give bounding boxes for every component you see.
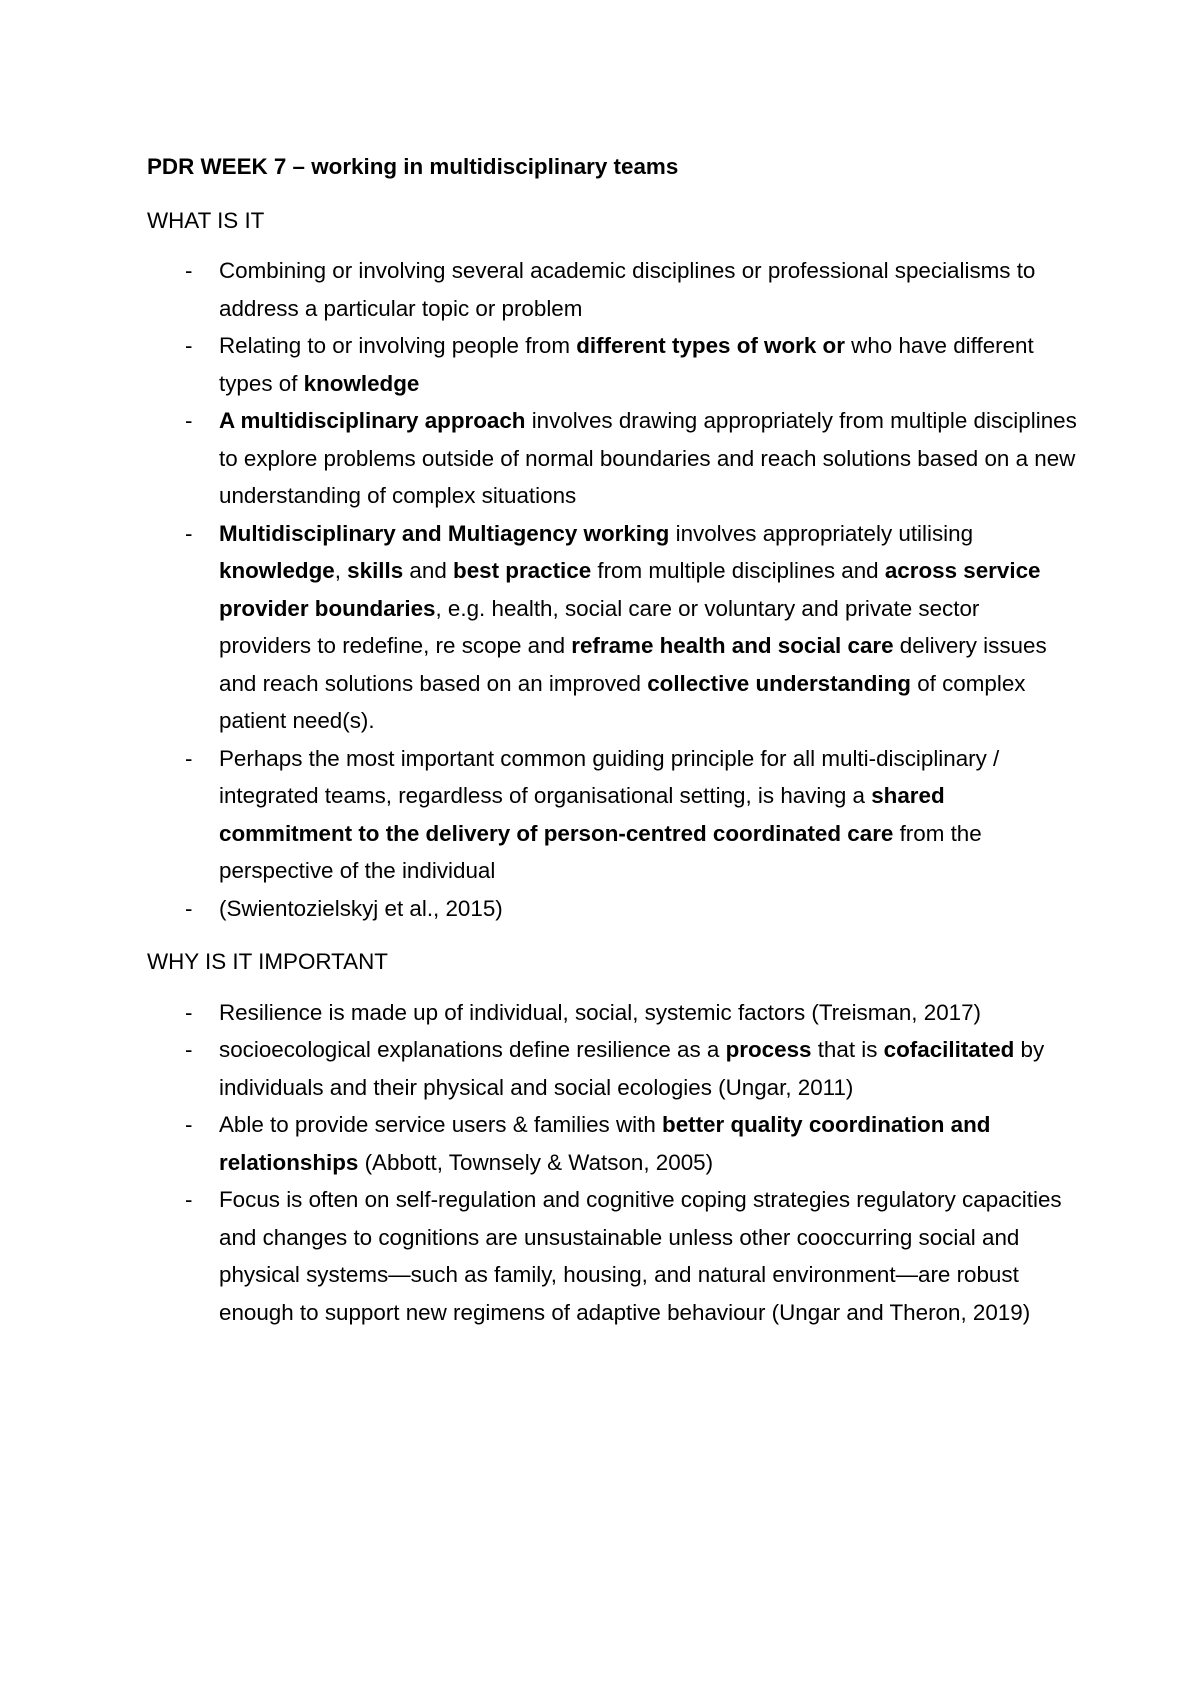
document-title [147, 148, 1077, 186]
text-run: (Abbott, Townsely & Watson, 2005) [358, 1149, 714, 1175]
text-run: Combining or involving several academic disciplines or professional specialisms to address a particular topic or problem [219, 258, 1036, 321]
document-title-text: PDR WEEK 7 – working in multidisciplinary teams [147, 154, 679, 179]
section-heading: WHY IS IT IMPORTANT [147, 949, 388, 974]
list-item [147, 327, 1077, 402]
text-run: involves appropriately utilising [669, 520, 974, 546]
bold-text-run: process [725, 1037, 812, 1062]
text-run: Able to provide service users & families with [219, 1112, 663, 1137]
list-item [147, 252, 1077, 327]
text-run: socioecological explanations define resilience as a [219, 1037, 726, 1062]
bullet-list [147, 994, 1077, 1332]
list-item [147, 515, 1077, 740]
bullet-dash-icon: - [185, 408, 193, 433]
bullet-text [219, 1000, 981, 1025]
text-run: Relating to or involving people from [219, 333, 577, 358]
bullet-dash-icon: - [185, 999, 193, 1025]
bullet-dash-icon: - [185, 1037, 193, 1062]
text-run: that is [811, 1037, 884, 1062]
text-run: from multiple disciplines and [591, 558, 885, 583]
bullet-dash-icon: - [185, 258, 193, 283]
list-item [147, 994, 1077, 1032]
list-item [147, 1181, 1077, 1331]
bullet-dash-icon: - [185, 1187, 193, 1212]
bullet-text [219, 746, 999, 884]
bullet-text [219, 333, 1034, 396]
bold-text-run: shared commitment to the delivery of person-centred coordinated care [219, 783, 945, 846]
text-run: involves drawing appropriately from multiple disciplines to explore problems outside of normal boundaries and reach solutions based on a new understanding of complex situations [219, 408, 1077, 508]
bullet-dash-icon: - [185, 333, 193, 358]
text-run: delivery issues and reach solutions based on an improved [219, 633, 1047, 696]
bold-text-run: across service provider boundaries [219, 558, 1041, 621]
section-heading: WHAT IS IT [147, 207, 265, 233]
text-run: from the perspective of the individual [219, 820, 982, 883]
list-item [147, 1106, 1077, 1181]
text-run: of complex patient need(s). [219, 670, 1026, 733]
bold-text-run: collective understanding [647, 670, 911, 696]
bullet-dash-icon: - [185, 1112, 193, 1137]
bold-text-run: different types of work or [576, 333, 845, 358]
text-run: and [403, 558, 454, 583]
text-run: (Swientozielskyj et al., 2015) [219, 895, 503, 921]
bold-text-run: knowledge [219, 558, 335, 583]
bullet-dash-icon: - [185, 745, 193, 771]
document-body [147, 148, 1077, 1331]
text-run: Resilience is made up of individual, social, systemic factors (Treisman, 2017) [219, 999, 982, 1025]
bullet-text [219, 896, 503, 921]
list-item [147, 890, 1077, 928]
list-item [147, 1031, 1077, 1106]
bullet-text [219, 521, 1047, 734]
text-run: Focus is often on self-regulation and cognitive coping strategies regulatory capacities and changes to cognitions are unsustainable unless other cooccurring social and physical systems—such as family, housing, and natural environment—are robust enough to support new regimens of adaptive behaviour (Ungar and Theron, 2019) [219, 1187, 1062, 1325]
bold-text-run: best practice [453, 558, 592, 583]
bullet-text [219, 408, 1077, 508]
bold-text-run: knowledge [303, 370, 420, 396]
bullet-text [219, 1037, 1044, 1100]
text-run: , [334, 558, 348, 583]
sections-container [147, 202, 1077, 1332]
bullet-text [219, 258, 1035, 321]
bold-text-run: skills [347, 558, 404, 583]
text-run: Perhaps the most important common guiding principle for all multi-disciplinary / integrated teams, regardless of organisational setting, is having a [219, 745, 1000, 808]
list-item [147, 402, 1077, 515]
bullet-text [219, 1112, 990, 1175]
bold-text-run: better quality coordination and relationships [219, 1112, 991, 1175]
bullet-dash-icon: - [185, 520, 193, 546]
bold-text-run: cofacilitated [883, 1037, 1015, 1062]
bold-text-run: A multidisciplinary approach [219, 408, 526, 433]
text-run: by individuals and their physical and social ecologies (Ungar, 2011) [219, 1037, 1045, 1100]
bullet-list [147, 252, 1077, 927]
list-item [147, 740, 1077, 890]
bold-text-run: reframe health and social care [571, 633, 894, 658]
bullet-dash-icon: - [185, 895, 193, 921]
bullet-text [219, 1187, 1062, 1325]
text-run: who have different types of [219, 333, 1034, 396]
bold-text-run: Multidisciplinary and Multiagency working [219, 520, 670, 546]
text-run: , e.g. health, social care or voluntary and private sector providers to redefine, re scope and [219, 595, 980, 658]
